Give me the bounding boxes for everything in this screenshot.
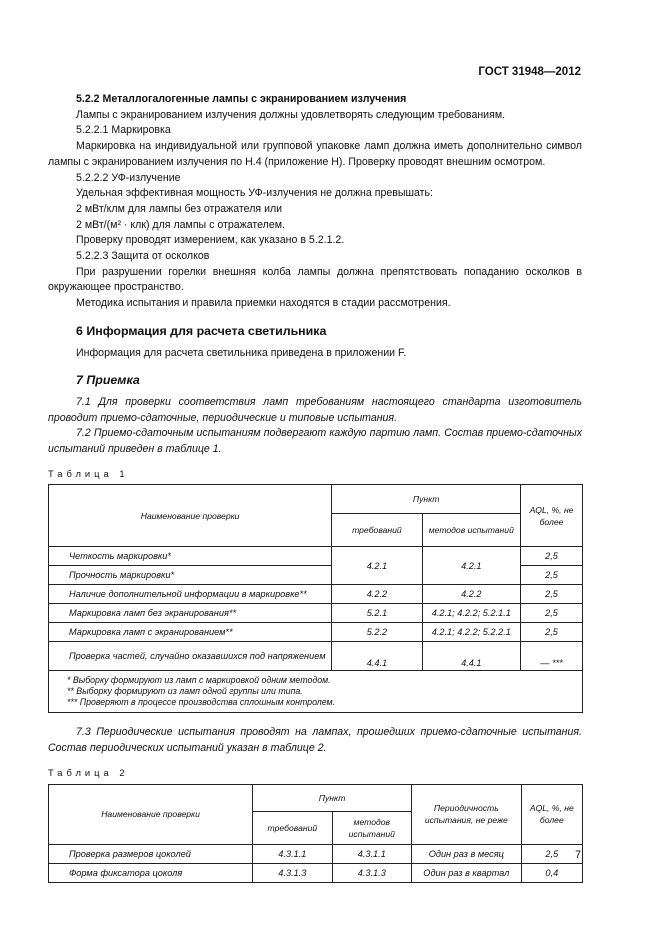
t2-header-req: требований [253, 811, 332, 844]
table-1-label: Таблица 1 [48, 467, 129, 479]
paragraph-7-1: 7.1 Для проверки соответствия ламп требованиям настоящего стандарта изготовитель проводит приемо-сдаточные, периодические и типовые испытания. [48, 395, 582, 424]
uv-line-3: 2 мВт/(м² · клк) для лампы с отражателем. [76, 218, 285, 231]
section-5-2-2-title: 5.2.2 Металлогалогенные лампы с экранированием излучения [76, 93, 407, 105]
table-row: Проверка размеров цоколей 4.3.1.1 4.3.1.1 Один раз в месяц 2,5 [49, 844, 583, 863]
table-row: Маркировка ламп с экранированием** 5.2.2 4.2.1; 4.2.2; 5.2.2.1 2,5 [49, 623, 583, 642]
table-2-label: Таблица 2 [48, 766, 129, 778]
paragraph-7-2: 7.2 Приемо-сдаточным испытаниям подвергают каждую партию ламп. Состав приемо-сдаточных испытаний приведен в таблице 1. [48, 427, 582, 456]
section-5-2-2-2-title: 5.2.2.2 УФ-излучение [76, 171, 181, 184]
t1-header-aql: AQL, %, не более [521, 485, 583, 547]
t1-header-point: Пункт [332, 485, 521, 514]
table-row: Четкость маркировки* 4.2.1 4.2.1 2,5 [49, 547, 583, 566]
method-note: Методика испытания и правила приемки находятся в стадии рассмотрения. [76, 297, 451, 310]
table-footnotes [49, 671, 583, 713]
table-row: Прочность маркировки* 2,5 [49, 566, 583, 585]
paragraph-7-3: 7.3 Периодические испытания проводят на лампах, прошедших приемо-сдаточные испытания. Состав периодических испытаний указан в таблице 2. [48, 726, 582, 755]
section-6-title: 6 Информация для расчета светильника [76, 323, 327, 338]
t1-header-method: методов испытаний [422, 514, 520, 547]
t1-header-name: Наименование проверки [49, 485, 332, 547]
table-2 [48, 784, 583, 883]
section-5-2-2-1-text: Маркировка на индивидуальной или групповой упаковке ламп должна иметь дополнительно символ лампы с экранированием излучения по Н.4 (приложение Н). Проверку проводят внешним осмотром. [48, 140, 582, 168]
table-1 [48, 484, 583, 713]
t2-header-method: методов испытаний [332, 811, 411, 844]
table-row: Наличие дополнительной информации в маркировке** 4.2.2 4.2.2 2,5 [49, 585, 583, 604]
standard-header: ГОСТ 31948—2012 [478, 66, 581, 78]
uv-line-1: Удельная эффективная мощность УФ-излучения не должна превышать: [76, 187, 433, 200]
t1-header-req: требований [332, 514, 422, 547]
table-row: Форма фиксатора цоколя 4.3.1.3 4.3.1.3 Один раз в квартал 0,4 [49, 863, 583, 882]
t2-header-period: Периодичность испытания, не реже [412, 784, 522, 844]
table-row: Маркировка ламп без экранирования** 5.2.1 4.2.1; 4.2.2; 5.2.1.1 2,5 [49, 604, 583, 623]
page-content [48, 92, 582, 883]
section-5-2-2-1-title: 5.2.2.1 Маркировка [76, 124, 171, 137]
footnote-2: ** Выборку формируют из ламп одной группы или типа. [67, 686, 303, 697]
section-5-2-2-3-title: 5.2.2.3 Защита от осколков [76, 250, 210, 263]
t2-header-name: Наименование проверки [49, 784, 253, 844]
uv-line-2: 2 мВт/клм для лампы без отражателя или [76, 202, 283, 215]
footnote-1: * Выборку формируют из ламп с маркировкой одним методом. [67, 675, 331, 686]
section-5-2-2-intro: Лампы с экранированием излучения должны удовлетворять следующим требованиям. [76, 108, 506, 121]
section-7-title: 7 Приемка [76, 373, 140, 388]
section-5-2-2-3-text: При разрушении горелки внешняя колба лампы должна препятствовать попаданию осколков в окружающее пространство. [48, 265, 582, 294]
uv-line-4: Проверку проводят измерением, как указано в 5.2.1.2. [76, 234, 345, 247]
t2-header-aql: AQL, %, не более [521, 784, 582, 844]
table-row: Проверка частей, случайно оказавшихся под напряжением 4.4.1 4.4.1 — *** [49, 642, 583, 671]
t2-header-point: Пункт [253, 784, 412, 811]
page-number: 7 [575, 849, 581, 861]
section-6-text: Информация для расчета светильника приведена в приложении F. [76, 346, 407, 359]
footnote-3: *** Проверяют в процессе производства сплошным контролем. [67, 697, 336, 708]
